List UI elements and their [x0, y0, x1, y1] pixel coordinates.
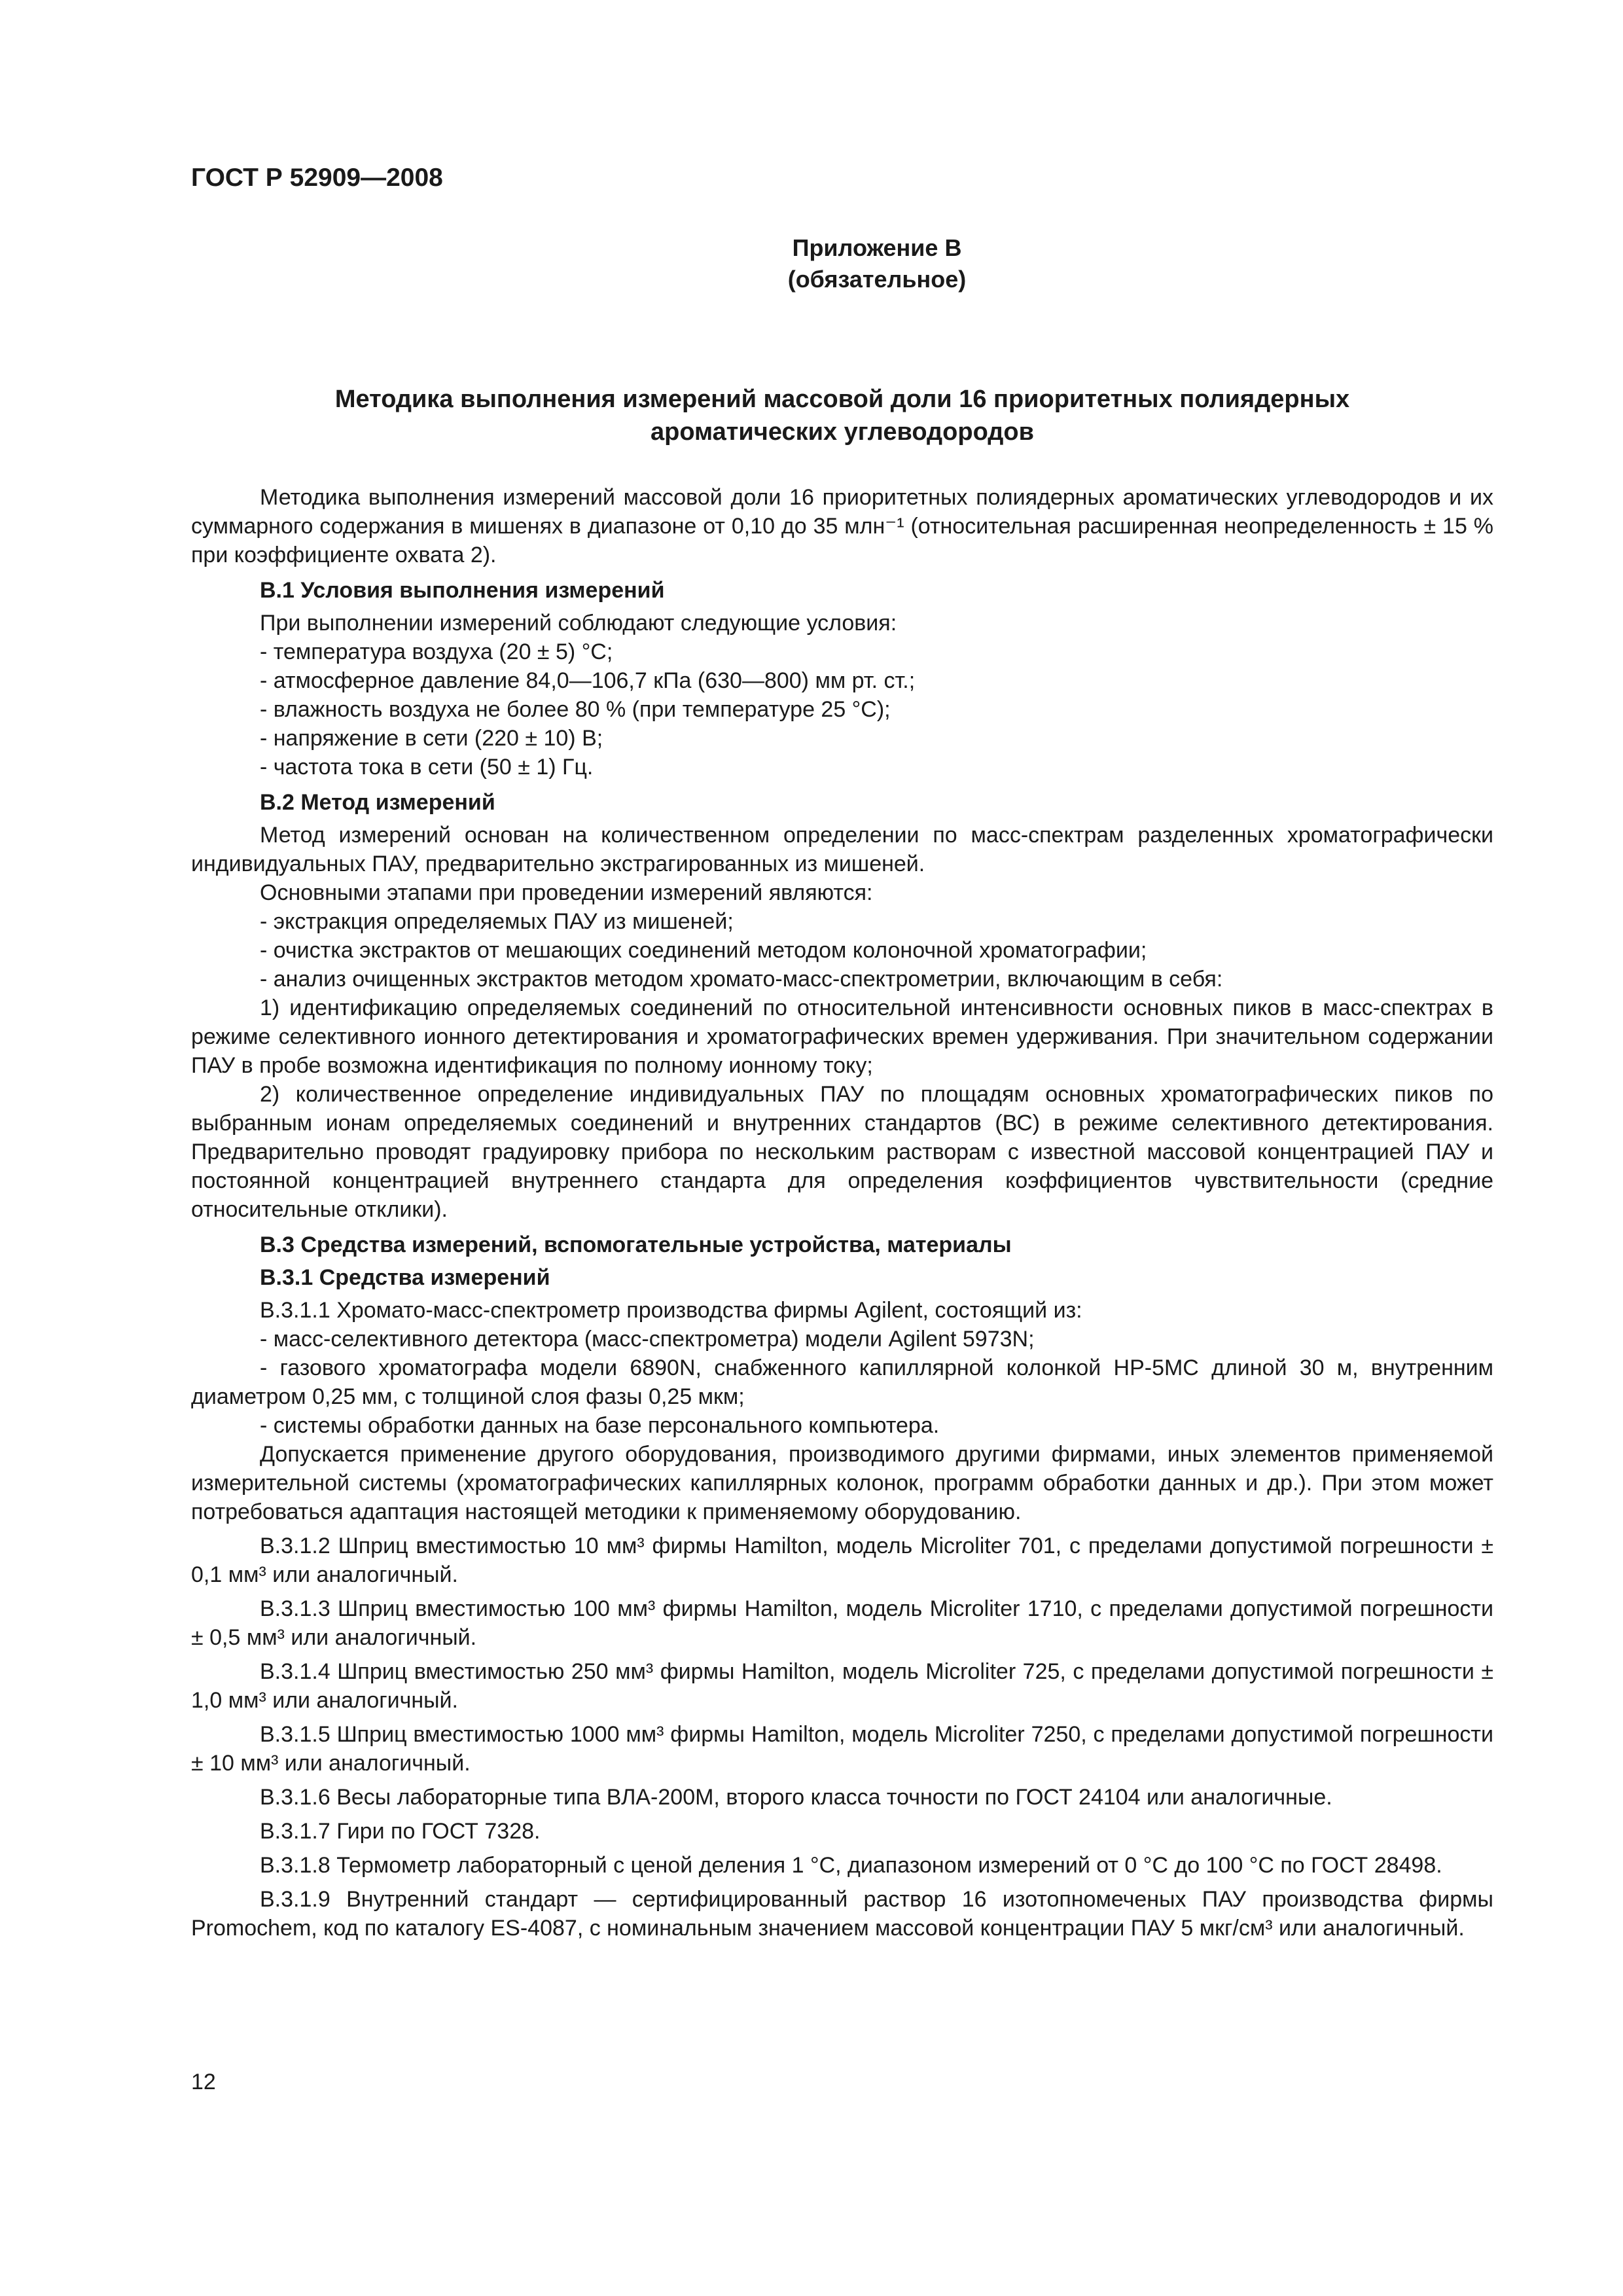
condition-item: - влажность воздуха не более 80 % (при температуре 25 °С);: [260, 697, 891, 722]
condition-item: - частота тока в сети (50 ± 1) Гц.: [260, 755, 594, 780]
equipment-item: - масс-селективного детектора (масс-спектрометра) модели Agilent 5973N;: [260, 1327, 1035, 1352]
stage-item: - очистка экстрактов от мешающих соединений методом колоночной хроматографии;: [260, 938, 1147, 963]
numbered-item-1: 1) идентификацию определяемых соединений по относительной интенсивности основных пиков в масс-спектрах в режиме селективного ионного детектирования и хроматографических времен удерживания. При значительном содержании ПАУ в пробе возможна идентификация по полному ионному току;: [191, 996, 1493, 1078]
stage-item: - анализ очищенных экстрактов методом хромато-масс-спектрометрии, включающим в себя:: [260, 967, 1223, 992]
appendix-title: Приложение В: [792, 234, 962, 261]
clause-b312: В.3.1.2 Шприц вместимостью 10 мм³ фирмы Hamilton, модель Microliter 701, с пределами допустимой погрешности ± 0,1 мм³ или аналогичный.: [191, 1534, 1493, 1587]
equipment-item: - системы обработки данных на базе персонального компьютера.: [260, 1413, 940, 1438]
clause-b315: В.3.1.5 Шприц вместимостью 1000 мм³ фирмы Hamilton, модель Microliter 7250, с пределами допустимой погрешности ± 10 мм³ или аналогичный.: [191, 1722, 1493, 1776]
document-code: ГОСТ Р 52909—2008: [191, 164, 443, 192]
section-b3-heading: В.3 Средства измерений, вспомогательные устройства, материалы: [260, 1232, 1012, 1257]
clause-b318: В.3.1.8 Термометр лабораторный с ценой деления 1 °С, диапазоном измерений от 0 °С до 100 °С по ГОСТ 28498.: [260, 1853, 1442, 1878]
section-b1-lead: При выполнении измерений соблюдают следующие условия:: [260, 611, 897, 636]
stage-item: - экстракция определяемых ПАУ из мишеней;: [260, 909, 734, 934]
equipment-item: - газового хроматографа модели 6890N, снабженного капиллярной колонкой НР-5МС длиной 30 м, внутренним диаметром 0,25 мм, с толщиной слоя фазы 0,25 мкм;: [191, 1355, 1493, 1409]
clause-b316: В.3.1.6 Весы лабораторные типа ВЛА-200М, второго класса точности по ГОСТ 24104 или аналогичные.: [260, 1785, 1332, 1810]
document-body: [191, 483, 1493, 1943]
condition-item: - напряжение в сети (220 ± 10) В;: [260, 726, 603, 751]
clause-b311: В.3.1.1 Хромато-масс-спектрометр производства фирмы Agilent, состоящий из:: [260, 1298, 1082, 1323]
condition-item: - атмосферное давление 84,0—106,7 кПа (630—800) мм рт. ст.;: [260, 668, 916, 693]
section-b2-paragraph: Метод измерений основан на количественном определении по масс-спектрам разделенных хроматографически индивидуальных ПАУ, предварительно экстрагированных из мишеней.: [191, 823, 1493, 876]
condition-item: - температура воздуха (20 ± 5) °С;: [260, 639, 613, 664]
appendix-note: (обязательное): [787, 266, 967, 293]
section-b1-heading: В.1 Условия выполнения измерений: [260, 578, 665, 603]
section-b2-heading: В.2 Метод измерений: [260, 790, 495, 815]
subsection-b31-heading: В.3.1 Средства измерений: [260, 1265, 550, 1290]
clause-b317: В.3.1.7 Гири по ГОСТ 7328.: [260, 1819, 541, 1844]
allowance-paragraph: Допускается применение другого оборудования, производимого другими фирмами, иных элементов применяемой измерительной системы (хроматографических капиллярных колонок, программ обработки данных и др.). При этом может потребоваться адаптация настоящей методики к применяемому оборудованию.: [191, 1442, 1493, 1524]
intro-paragraph: Методика выполнения измерений массовой доли 16 приоритетных полиядерных ароматических углеводородов и их суммарного содержания в мишенях в диапазоне от 0,10 до 35 млн⁻¹ (относительная расширенная неопределенность ± 15 % при коэффициенте охвата 2).: [191, 485, 1493, 567]
clause-b313: В.3.1.3 Шприц вместимостью 100 мм³ фирмы Hamilton, модель Microliter 1710, с пределами допустимой погрешности ± 0,5 мм³ или аналогичный.: [191, 1596, 1493, 1650]
method-title-line-1: Методика выполнения измерений массовой доли 16 приоритетных полиядерных: [334, 386, 1350, 413]
page-number: 12: [191, 2070, 216, 2094]
clause-b314: В.3.1.4 Шприц вместимостью 250 мм³ фирмы Hamilton, модель Microliter 725, с пределами допустимой погрешности ± 1,0 мм³ или аналогичный.: [191, 1659, 1493, 1713]
method-title-line-2: ароматических углеводородов: [651, 418, 1034, 446]
numbered-item-2: 2) количественное определение индивидуальных ПАУ по площадям основных хроматографических пиков по выбранным ионам определяемых соединений и внутренних стандартов (ВС) в режиме селективного детектирования. Предварительно проводят градуировку прибора по нескольким растворам с известной массовой концентрацией ПАУ и постоянной концентрацией внутреннего стандарта для определения коэффициентов чувствительности (средние относительные отклики).: [191, 1082, 1493, 1222]
method-title: [191, 383, 1493, 448]
clause-b319: В.3.1.9 Внутренний стандарт — сертифицированный раствор 16 изотопномеченых ПАУ производства фирмы Promochem, код по каталогу ES-4087, с номинальным значением массовой концентрации ПАУ 5 мкг/см³ или аналогичный.: [191, 1887, 1493, 1941]
section-b2-lead: Основными этапами при проведении измерений являются:: [260, 880, 873, 905]
